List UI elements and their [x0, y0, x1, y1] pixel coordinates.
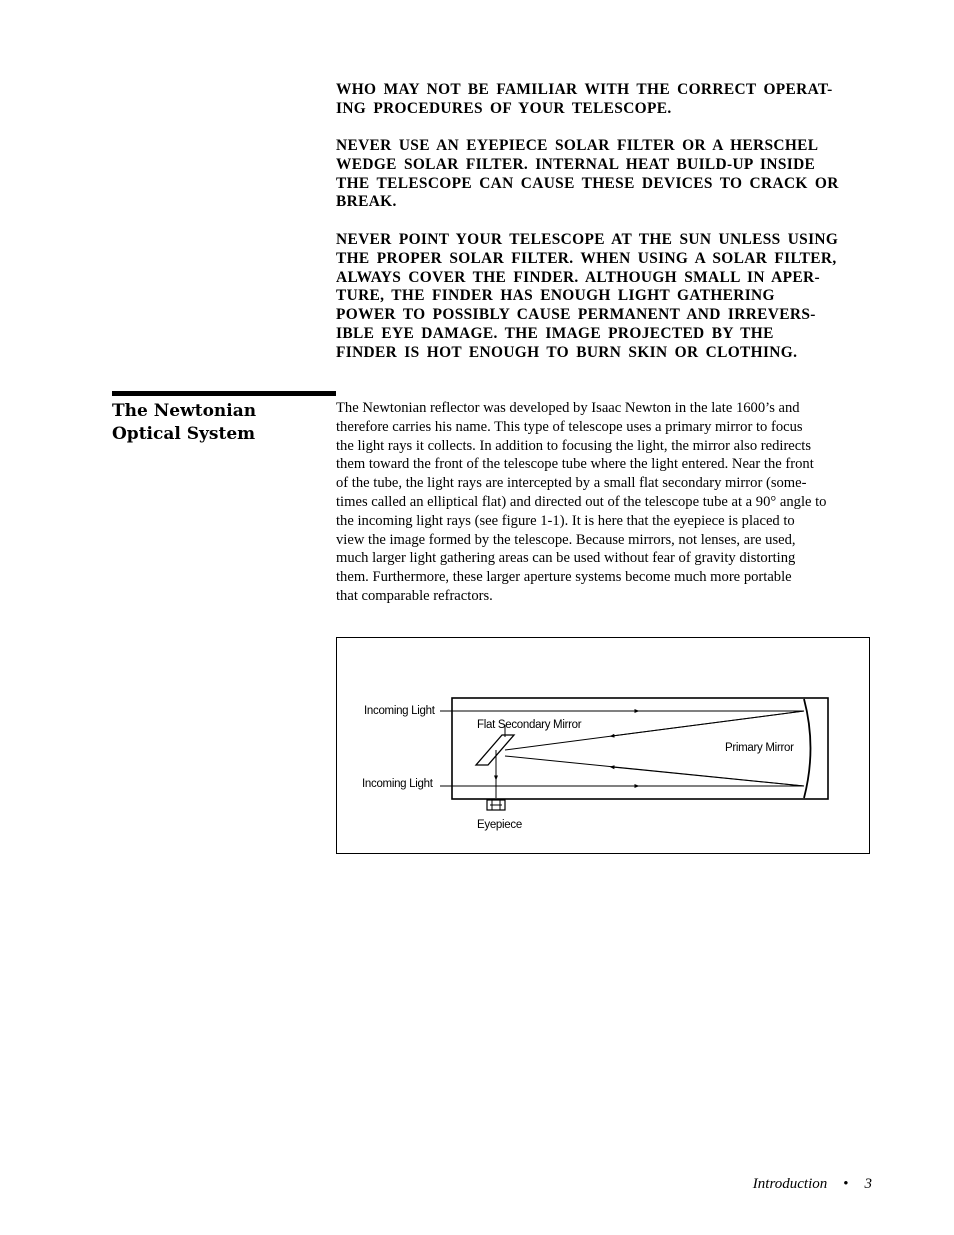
warning-paragraph-1: WHO MAY NOT BE FAMILIAR WITH THE CORRECT OPERAT- ING PROCEDURES OF YOUR TELESCOPE.	[336, 81, 833, 117]
label-incoming-light-top: Incoming Light	[364, 705, 435, 717]
footer-section-name: Introduction	[752, 1176, 828, 1192]
section-heading: The Newtonian Optical System	[112, 401, 257, 444]
section-body: The Newtonian reflector was developed by Isaac Newton in the late 1600’s and therefore carries his name. This type of telescope uses a primary mirror to focus the light rays it collects. In addition to focusing the light, the mirror also redirects them toward the front of the telescope tube where the light entered. Near the front of the tube, the light rays are intercepted by a small flat secondary mirror (some- times called an elliptical flat) and directed out of the telescope tube at a 90° angle to the incoming light rays (see figure 1-1). It is here that the eyepiece is placed to view the image formed by the telescope. Because mirrors, not lenses, are used, much larger light gathering areas can be used without fear of gravity distorting them. Furthermore, these larger aperture systems become much more portable that comparable refractors.	[336, 400, 827, 604]
label-eyepiece: Eyepiece	[477, 819, 522, 831]
section-rule	[112, 391, 336, 396]
newtonian-figure	[336, 637, 870, 854]
page-number: 3	[864, 1176, 872, 1192]
page-footer	[753, 1176, 872, 1193]
reflected-ray-top-arrow	[612, 711, 804, 736]
warning-paragraph-2: NEVER USE AN EYEPIECE SOLAR FILTER OR A HERSCHEL WEDGE SOLAR FILTER. INTERNAL HEAT BUILD-UP INSIDE THE TELESCOPE CAN CAUSE THESE DEVICES TO CRACK OR BREAK.	[336, 137, 839, 211]
newtonian-diagram	[337, 638, 871, 855]
warning-paragraph-3: NEVER POINT YOUR TELESCOPE AT THE SUN UNLESS USING THE PROPER SOLAR FILTER. WHEN USING A SOLAR FILTER, ALWAYS COVER THE FINDER. ALTHOUGH SMALL IN APER- TURE, THE FINDER HAS ENOUGH LIGHT GATHERING POWER TO POSSIBLY CAUSE PERMANENT AND IRREVERS- IBLE EYE DAMAGE. THE IMAGE PROJECTED BY THE FINDER IS HOT ENOUGH TO BURN SKIN OR CLOTHING.	[336, 231, 839, 361]
reflected-ray-bottom-arrow	[612, 767, 804, 786]
footer-bullet: •	[843, 1176, 849, 1192]
primary-mirror	[804, 699, 811, 798]
label-flat-secondary-mirror: Flat Secondary Mirror	[477, 719, 582, 731]
label-primary-mirror: Primary Mirror	[725, 742, 794, 754]
label-incoming-light-bottom: Incoming Light	[362, 778, 433, 790]
